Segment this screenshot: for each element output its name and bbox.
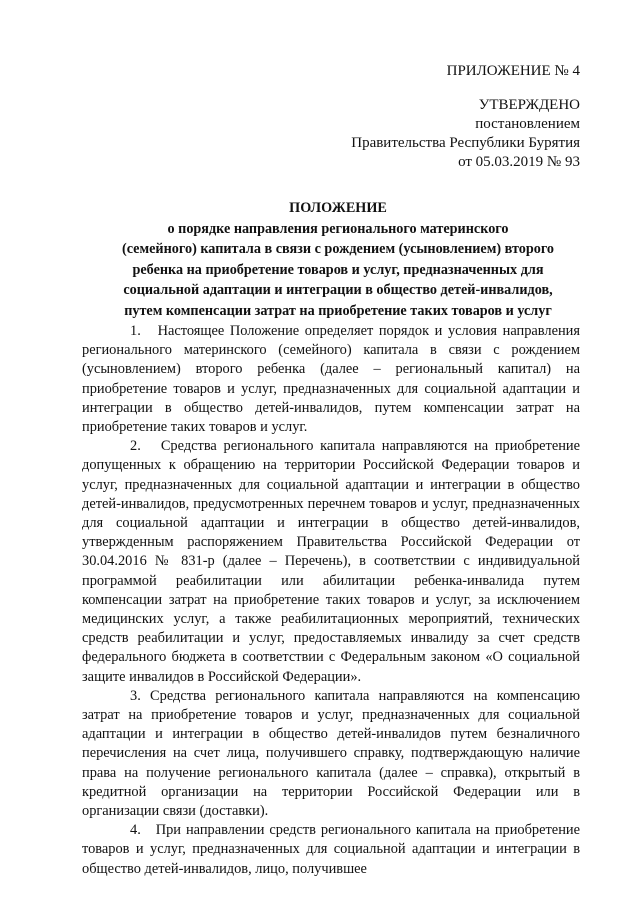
title-line: ребенка на приобретение товаров и услуг, предназначенных для — [132, 261, 544, 278]
decree-date-number: от 05.03.2019 № 93 — [458, 154, 580, 170]
title-line: социальной адаптации и интеграции в общество детей-инвалидов, — [123, 282, 553, 299]
decree-label: постановлением — [475, 116, 580, 132]
document-body — [82, 322, 580, 879]
paragraph-2: 2. Средства регионального капитала направляются на приобретение допущенных к обращению на территории Российской Федерации товаров и услуг, предназначенных для социальной адаптации и интеграции в общество детей-инвалидов, предусмотренных перечнем товаров и услуг, предназначенных для социальной адаптации и интеграции в общество детей-инвалидов, утвержденным распоряжением Правительства Российской Федерации от 30.04.2016 № 831-р (далее – Перечень), в соответствии с индивидуальной программой реабилитации или абилитации ребенка-инвалида путем компенсации затрат на приобретение таких товаров и услуг, за исключением медицинских услуг, а также реабилитационных мероприятий, технических средств реабилитации и услуг, предоставляемых инвалиду за счет средств федерального бюджета в соответствии с Федеральным законом «О социальной защите инвалидов в Российской Федерации». — [82, 438, 580, 685]
paragraph-4: 4. При направлении средств регионального капитала на приобретение товаров и услуг, предназначенных для социальной адаптации и интеграции в общество детей-инвалидов, лицо, получившее — [82, 822, 580, 877]
government-label: Правительства Республики Бурятия — [351, 135, 580, 151]
approved-label: УТВЕРЖДЕНО — [478, 97, 580, 113]
paragraph-3: 3. Средства регионального капитала направляются на компенсацию затрат на приобретение товаров и услуг, предназначенных для социальной адаптации и интеграции в общество детей-инвалидов путем безналичного перечисления на счет лица, получившего справку, подтверждающую наличие права на получение регионального капитала (далее – справка), открытый в кредитной организации на территории Российской Федерации или в организации связи (доставки). — [82, 687, 580, 820]
title-line: путем компенсации затрат на приобретение таких товаров и услуг — [124, 302, 552, 319]
document-title — [88, 198, 588, 322]
appendix-label: ПРИЛОЖЕНИЕ № 4 — [446, 63, 580, 79]
title-line: о порядке направления регионального материнского — [167, 220, 509, 237]
title-heading: ПОЛОЖЕНИЕ — [289, 200, 387, 216]
paragraph-1: 1. Настоящее Положение определяет порядок и условия направления регионального материнского (семейного) капитала в связи с рождением (усыновлением) второго ребенка (далее – региональный капитал) на приобретение товаров и услуг, предназначенных для социальной адаптации и интеграции в общество детей-инвалидов, путем компенсации затрат на приобретение таких товаров и услуг. — [82, 323, 580, 436]
title-line: (семейного) капитала в связи с рождением (усыновлением) второго — [121, 241, 555, 258]
